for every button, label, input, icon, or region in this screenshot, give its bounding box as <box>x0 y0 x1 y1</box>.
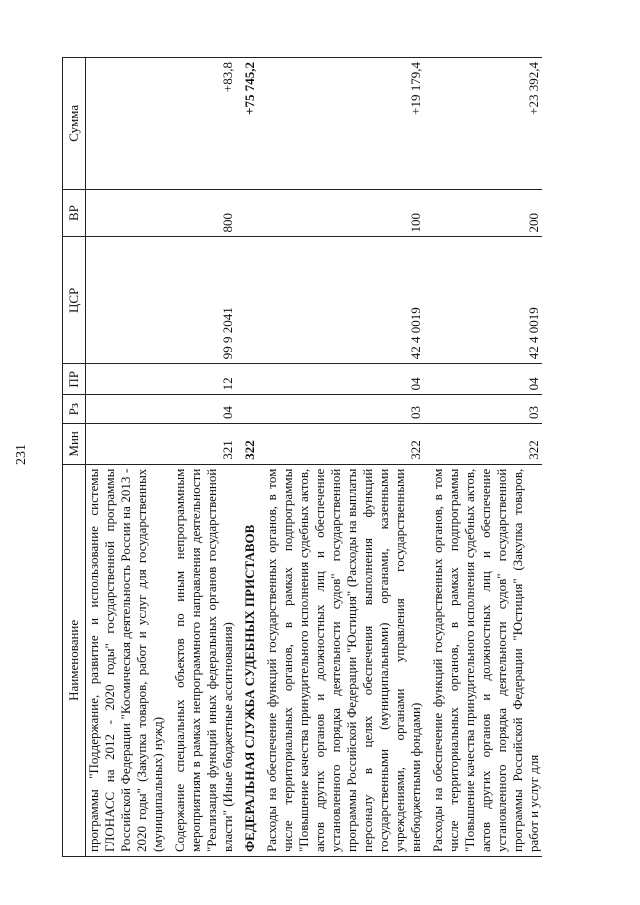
header-min: Мин <box>63 424 86 465</box>
table-row <box>430 58 542 857</box>
row-pr <box>242 364 258 395</box>
row-rz: 04 <box>172 395 236 424</box>
row-pr: 04 <box>264 364 424 395</box>
row-vr <box>242 189 258 237</box>
page-number: 231 <box>14 444 29 465</box>
row-csr: 42 4 0019 <box>430 237 542 364</box>
row-vr: 800 <box>172 189 236 237</box>
row-vr <box>86 189 167 237</box>
budget-table <box>62 57 542 857</box>
row-sum: +23 392,4 <box>430 58 542 190</box>
table-row <box>86 58 167 857</box>
section-title: ФЕДЕРАЛЬНАЯ СЛУЖБА СУДЕБНЫХ ПРИСТАВОВ <box>242 464 258 856</box>
row-csr <box>242 237 258 364</box>
row-csr <box>86 237 167 364</box>
row-rz: 03 <box>430 395 542 424</box>
row-csr: 42 4 0019 <box>264 237 424 364</box>
header-sum: Сумма <box>63 58 86 190</box>
row-rz: 03 <box>264 395 424 424</box>
row-sum: +19 179,4 <box>264 58 424 190</box>
row-pr: 04 <box>430 364 542 395</box>
row-rz <box>242 395 258 424</box>
row-sum: +75 745,2 <box>242 58 258 190</box>
row-vr: 200 <box>430 189 542 237</box>
row-min: 321 <box>172 424 236 465</box>
row-sum: +83,8 <box>172 58 236 190</box>
table-row <box>264 58 424 857</box>
row-min: 322 <box>430 424 542 465</box>
row-min <box>86 424 167 465</box>
row-name: программы "Поддержание, развитие и использование системы ГЛОНАСС на 2012 - 2020 годы" государственной программы Российской Федерации "Космическая деятельность России на 2013 - 2020 годы" (Закупка товаров, работ и услуг для государственных (муниципальных) нужд) <box>86 464 167 856</box>
row-pr: 12 <box>172 364 236 395</box>
header-rz: Рз <box>63 395 86 424</box>
row-sum <box>86 58 167 190</box>
row-min: 322 <box>242 424 258 465</box>
row-name: Расходы на обеспечение функций государственных органов, в том числе территориальных органов, в рамках подпрограммы "Повышение качества принудительного исполнения судебных актов, актов других органов и должностных лиц и обеспечение установленного порядка деятельности судов" государственной программы Российской Федерации "Юстиция" (Расходы на выплаты персоналу в целях обеспечения выполнения функций государственными (муниципальными) органами, казенными учреждениями, органами управления государственными внебюджетными фондами) <box>264 464 424 856</box>
table-header-row <box>63 58 86 857</box>
table-row-section <box>242 58 258 857</box>
header-pr: ПР <box>63 364 86 395</box>
row-csr: 99 9 2041 <box>172 237 236 364</box>
header-vr: ВР <box>63 189 86 237</box>
table-row <box>172 58 236 857</box>
row-name: Расходы на обеспечение функций государственных органов, в том числе территориальных органов, в рамках подпрограммы "Повышение качества принудительного исполнения судебных актов, актов других органов и должностных лиц и обеспечение установленного порядка деятельности судов" государственной программы Российской Федерации "Юстиция" (Закупка товаров, работ и услуг для <box>430 464 542 856</box>
row-pr <box>86 364 167 395</box>
header-name: Наименование <box>63 464 86 856</box>
row-min: 322 <box>264 424 424 465</box>
row-vr: 100 <box>264 189 424 237</box>
row-name: Содержание специальных объектов по иным непрограммным мероприятиям в рамках непрограммного направления деятельности "Реализация функций иных федеральных органов государственной власти" (Иные бюджетные ассигнования) <box>172 464 236 856</box>
row-rz <box>86 395 167 424</box>
header-csr: ЦСР <box>63 237 86 364</box>
